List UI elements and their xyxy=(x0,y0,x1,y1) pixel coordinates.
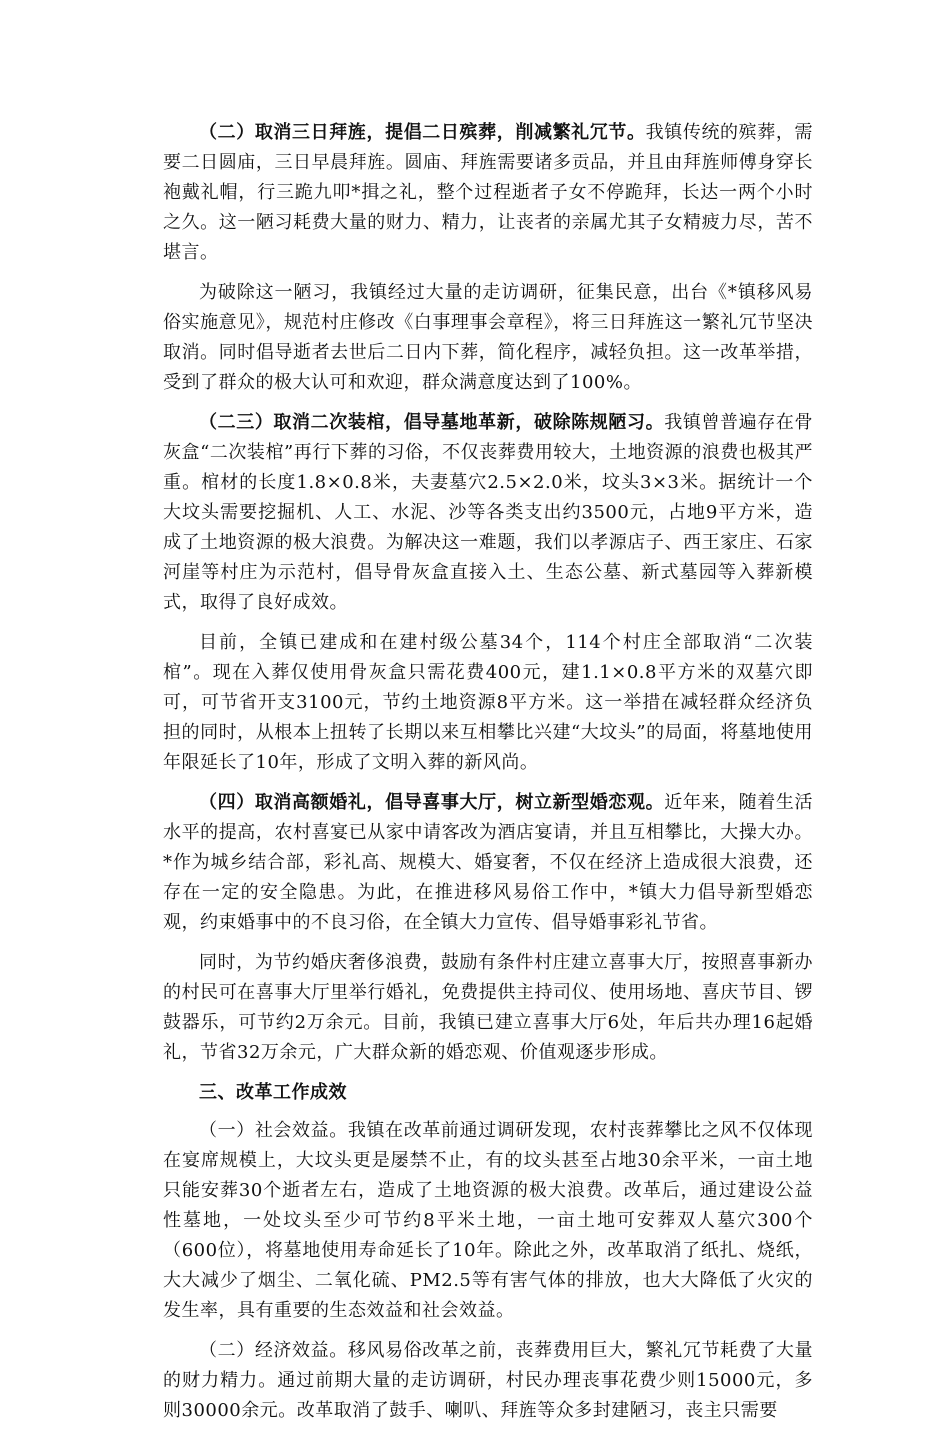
paragraph-lead: （二）取消三日拜旌，提倡二日殡葬，削减繁礼冗节。 xyxy=(199,122,646,143)
paragraph-cemetery-results xyxy=(163,628,813,778)
paragraph-text: （二）经济效益。移风易俗改革之前，丧葬费用巨大，繁礼冗节耗费了大量的财力精力。通过前期大量的走访调研，村民办理丧事花费少则15000元，多则30000余元。改革取消了鼓手、喇叭、拜旌等众多封建陋习，丧主只需要 xyxy=(163,1340,813,1421)
paragraph-wedding-hall xyxy=(163,948,813,1068)
paragraph-economic-benefits xyxy=(163,1336,813,1426)
paragraph-cancel-three-day-ritual xyxy=(163,118,813,268)
document-body xyxy=(163,118,813,1436)
paragraph-ritual-reform-measures xyxy=(163,278,813,398)
paragraph-cancel-second-coffin xyxy=(163,408,813,618)
paragraph-lead: （四）取消高额婚礼，倡导喜事大厅，树立新型婚恋观。 xyxy=(199,792,665,813)
paragraph-text: 近年来，随着生活水平的提高，农村喜宴已从家中请客改为酒店宴请，并且互相攀比，大操大办。*作为城乡结合部，彩礼高、规模大、婚宴奢，不仅在经济上造成很大浪费，还存在一定的安全隐患。为此，在推进移风易俗工作中，*镇大力倡导新型婚恋观，约束婚事中的不良习俗，在全镇大力宣传、倡导婚事彩礼节省。 xyxy=(163,792,813,933)
paragraph-cancel-costly-weddings xyxy=(163,788,813,938)
section-heading: 三、改革工作成效 xyxy=(199,1082,347,1103)
paragraph-text: 我镇曾普遍存在骨灰盒“二次装棺”再行下葬的习俗，不仅丧葬费用较大，土地资源的浪费也极其严重。棺材的长度1.8×0.8米，夫妻墓穴2.5×2.0米，坟头3×3米。据统计一个大坟头需要挖掘机、人工、水泥、沙等各类支出约3500元，占地9平方米，造成了土地资源的极大浪费。为解决这一难题，我们以孝源店子、西王家庄、石家河崖等村庄为示范村，倡导骨灰盒直接入土、生态公墓、新式墓园等入葬新模式，取得了良好成效。 xyxy=(163,412,813,613)
paragraph-lead: （二三）取消二次装棺，倡导墓地革新，破除陈规陋习。 xyxy=(199,412,665,433)
paragraph-text: 我镇传统的殡葬，需要二日圆庙，三日早晨拜旌。圆庙、拜旌需要诸多贡品，并且由拜旌师傅身穿长袍戴礼帽，行三跪九叩*揖之礼，整个过程逝者子女不停跪拜，长达一两个小时之久。这一陋习耗费大量的财力、精力，让丧者的亲属尤其子女精疲力尽，苦不堪言。 xyxy=(163,122,813,263)
paragraph-text: 同时，为节约婚庆奢侈浪费，鼓励有条件村庄建立喜事大厅，按照喜事新办的村民可在喜事大厅里举行婚礼，免费提供主持司仪、使用场地、喜庆节目、锣鼓器乐，可节约2万余元。目前，我镇已建立喜事大厅6处，年后共办理16起婚礼，节省32万余元，广大群众新的婚恋观、价值观逐步形成。 xyxy=(163,952,813,1063)
paragraph-text: （一）社会效益。我镇在改革前通过调研发现，农村丧葬攀比之风不仅体现在宴席规模上，大坟头更是屡禁不止，有的坟头甚至占地30余平米，一亩土地只能安葬30个逝者左右，造成了土地资源的极大浪费。改革后，通过建设公益性墓地，一处坟头至少可节约8平米土地，一亩土地可安葬双人墓穴300个（600位），将墓地使用寿命延长了10年。除此之外，改革取消了纸扎、烧纸，大大减少了烟尘、二氧化硫、PM2.5等有害气体的排放，也大大降低了火灾的发生率，具有重要的生态效益和社会效益。 xyxy=(163,1120,813,1321)
paragraph-text: 为破除这一陋习，我镇经过大量的走访调研，征集民意，出台《*镇移风易俗实施意见》，规范村庄修改《白事理事会章程》，将三日拜旌这一繁礼冗节坚决取消。同时倡导逝者去世后二日内下葬，简化程序，减轻负担。这一改革举措，受到了群众的极大认可和欢迎，群众满意度达到了100%。 xyxy=(163,282,813,393)
paragraph-text: 目前，全镇已建成和在建村级公墓34个，114个村庄全部取消“二次装棺”。现在入葬仅使用骨灰盒只需花费400元，建1.1×0.8平方米的双墓穴即可，可节省开支3100元，节约土地资源8平方米。这一举措在减轻群众经济负担的同时，从根本上扭转了长期以来互相攀比兴建“大坟头”的局面，将墓地使用年限延长了10年，形成了文明入葬的新风尚。 xyxy=(163,632,813,773)
paragraph-social-benefits xyxy=(163,1116,813,1326)
